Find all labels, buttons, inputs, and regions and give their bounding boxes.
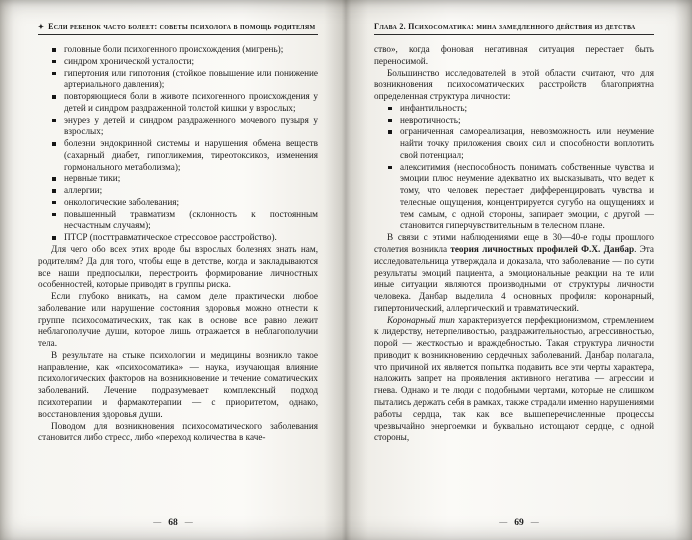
running-header-text-right: Глава 2. Психосоматика: мина замедленного действия из детства [374, 22, 636, 31]
running-header-right [374, 22, 654, 35]
bullet-text: онкологические заболевания; [64, 196, 180, 207]
bullet-square-icon [388, 130, 392, 134]
page-content-left [38, 44, 318, 496]
bullet-text: повторяющиеся боли в животе психогенного происхождения у детей и синдром раздраженной толстой кишки у взрослых; [64, 91, 318, 113]
bullet-square-icon [388, 166, 392, 170]
footer-flourish-icon: — [530, 517, 539, 526]
page-number-left: 68 [168, 518, 178, 528]
text-segment: Если глубоко вникать, на самом деле практически любое заболевание или нарушение состояния здоровья можно отнести к группе психосоматических, так как в основе все равно лежит неблагополучие души, которое лишь отражается в неблагополучии тела. [38, 291, 318, 349]
text-segment: В связи с этими наблюдениями еще в 30—40-е годы прошлого столетия возникла [374, 232, 654, 255]
bullet-square-icon [52, 72, 56, 76]
bullet-square-icon [52, 177, 56, 181]
bullet-item [400, 103, 654, 115]
bullet-text: ограниченная самореализация, невозможность или неумение найти точку приложения своих сил и способности воплотить свой потенциал; [400, 126, 654, 160]
bullet-item [64, 232, 318, 244]
footer-flourish-icon: — [184, 517, 193, 526]
bullet-square-icon [52, 213, 56, 217]
bullet-text: нервные тики; [64, 173, 121, 184]
text-segment: Коронарный тип [387, 314, 455, 325]
text-segment: ство», когда фоновая негативная ситуация перестает быть переносимой. [374, 44, 654, 66]
bullet-text: повышенный травматизм (склонность к постоянным несчастным случаям); [64, 208, 318, 231]
text-segment: . Эта исследовательница утверждала и доказала, что заболевание — по сути результаты эмоций пациента, а эмоциональные реакции на те или иные ситуации являются производными от структуры личности человека. Данбар выделила 4 основных профиля: коронарный, гипертонический, аллергический и травматический. [374, 244, 654, 313]
page-number-right: 69 [514, 518, 524, 528]
header-ornament-icon: ✦ [38, 23, 45, 31]
bullet-list [400, 103, 654, 232]
bullet-item [400, 115, 654, 127]
text-segment: Для чего обо всех этих вроде бы взрослых болезнях знать нам, родителям? Да для того, чтобы еще в детстве, когда и закладываются все наши предпосылки, перестроить формирование личностных особенностей, которые приводят в группы риска. [38, 244, 318, 290]
bullet-text: гипертония или гипотония (стойкое повышение или понижение артериального давления); [64, 67, 318, 90]
paragraph [374, 44, 654, 68]
bullet-text: аллергии; [64, 185, 103, 196]
bullet-text: синдром хронической усталости; [64, 55, 195, 66]
bullet-list [64, 44, 318, 244]
bullet-item [64, 185, 318, 197]
bullet-square-icon [52, 48, 56, 52]
bullet-item [64, 138, 318, 173]
bullet-text: головные боли психогенного происхождения (мигрень); [64, 44, 284, 54]
paragraph [38, 421, 318, 445]
bullet-square-icon [388, 107, 392, 111]
bullet-item [64, 209, 318, 233]
bullet-item [64, 68, 318, 92]
bullet-square-icon [52, 60, 56, 64]
bullet-item [64, 44, 318, 56]
text-segment: В результате на стыке психологии и медицины возникло такое направление, как «психосоматика» — наука, изучающая влияние психологических факторов на возникновение и течение соматических заболеваний. Лечение подразумевает комплексный подход психотерапии и фармакотерапии — с приоритетом, однако, восстановления здоровья души. [38, 349, 318, 419]
bullet-item [64, 173, 318, 185]
text-segment: характеризуется перфекционизмом, стремлением к лидерству, нетерпеливостью, раздражительностью, агрессивностью, порой — жесткостью и враждебностью. Такая структура личности приводит к возникновению сердечных заболеваний. Данбар полагала, что причиной их является попытка подавить все эти черты характера, наложить запрет на проявления активного негатива — агрессии и гнева. Однако и те люди с подобными чертами, которые не слишком пытались держать себя в рамках, также страдали именно нарушениями работы сердца, так как все вышеперечисленные процессы чрезвычайно энергоемки и буквально истощают сердце, с одной стороны, [374, 314, 654, 443]
bullet-square-icon [388, 119, 392, 123]
running-header-left [38, 22, 318, 35]
bullet-square-icon [52, 236, 56, 240]
bullet-text: болезни эндокринной системы и нарушения обмена веществ (сахарный диабет, гипогликемия, тиреотоксикоз, изменения гормонального метаболизма); [64, 138, 318, 172]
bullet-text: алекситимия (неспособность понимать собственные чувства и эмоции плюс неумение адекватно их высказывать, что ведет к тому, что человек перестает дифференцировать чувства и телесные ощущения, концентрируется сугубо на ощущениях и тем самым, с одной стороны, запирает эмоции, с другой — становится гиперчувствительным в телесном плане. [400, 161, 654, 231]
bullet-text: энурез у детей и синдром раздраженного мочевого пузыря у взрослых; [64, 114, 318, 137]
bullet-item [400, 126, 654, 161]
paragraph [38, 244, 318, 291]
bullet-square-icon [52, 119, 56, 123]
page-content-right [374, 44, 654, 496]
bullet-text: инфантильность; [400, 102, 468, 113]
bullet-item [400, 162, 654, 233]
page-footer-right [346, 517, 692, 528]
page-right [346, 0, 692, 540]
footer-flourish-icon: — [153, 517, 162, 526]
bullet-text: невротичность; [400, 114, 461, 125]
bullet-square-icon [52, 142, 56, 146]
bullet-square-icon [52, 95, 56, 99]
paragraph [374, 315, 654, 444]
paragraph [38, 291, 318, 350]
bullet-square-icon [52, 201, 56, 205]
text-segment: Поводом для возникновения психосоматического заболевания становится либо стресс, либо «переход количества в каче- [38, 420, 318, 443]
footer-flourish-icon: — [499, 517, 508, 526]
bullet-item [64, 56, 318, 68]
bullet-item [64, 91, 318, 115]
bullet-text: ПТСР (посттравматическое стрессовое расстройство). [64, 232, 277, 243]
bullet-square-icon [52, 189, 56, 193]
bullet-item [64, 115, 318, 139]
paragraph [374, 68, 654, 103]
text-segment: Большинство исследователей в этой области считают, что для возникновения психосоматических расстройств благоприятна определенная структура личности: [374, 67, 654, 102]
paragraph [38, 350, 318, 421]
text-segment: теория личностных профилей Ф.Х. Данбар [450, 244, 635, 255]
page-footer-left [0, 517, 346, 528]
bullet-item [64, 197, 318, 209]
paragraph [374, 232, 654, 314]
running-header-text-left: Если ребенок часто болеет: советы психолога в помощь родителям [48, 22, 316, 31]
